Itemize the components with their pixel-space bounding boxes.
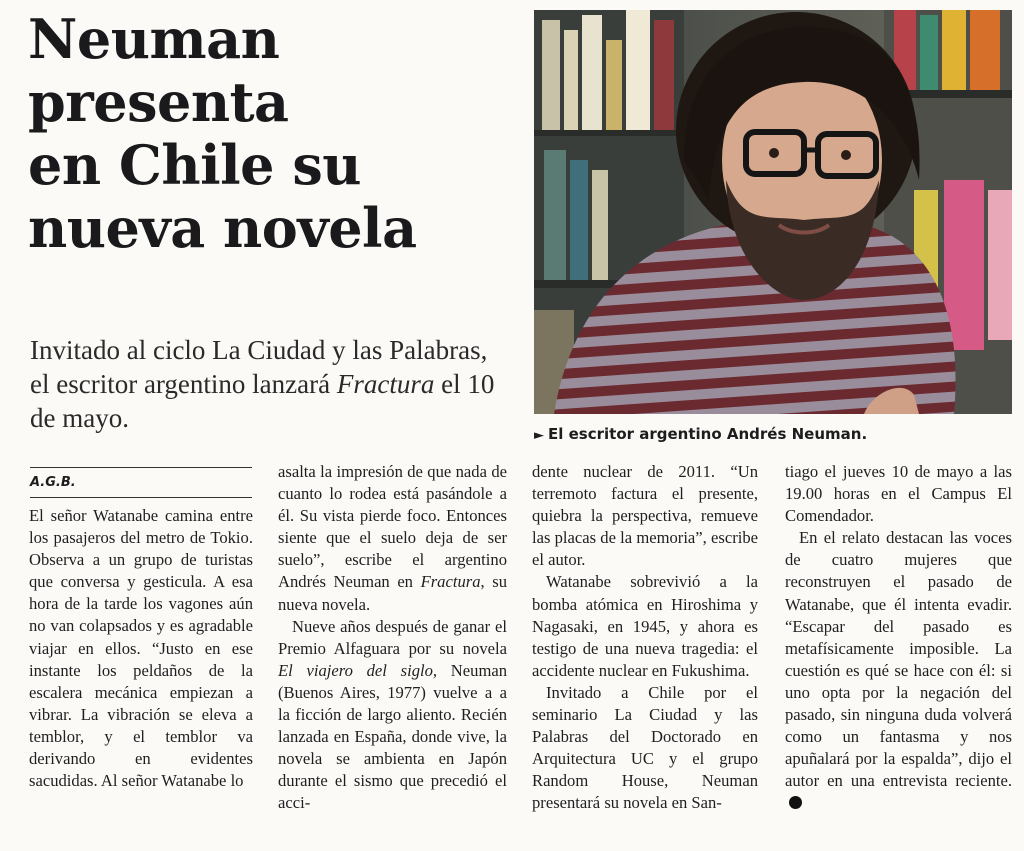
- paragraph: El señor Watanabe camina entre los pasajeros del metro de Tokio. Observa a un grupo de turistas que conversa y gesticula. A esa hora de la tarde los vagones aún no van colapsados y es agradable viajar en ellos. “Justo en ese instante los peldaños de la escalera mecánica empiezan a vibrar. La vibración se eleva a temblor, y el temblor va derivando en evidentes sacudidas. Al señor Watanabe lo: [29, 506, 253, 791]
- subhead-text-end: el 10 de mayo.: [30, 369, 495, 433]
- author-photo: [534, 10, 1012, 414]
- caption-marker-icon: ►: [534, 428, 544, 443]
- book-title: Fractura: [420, 572, 481, 592]
- photo-caption: [534, 424, 1012, 446]
- paragraph-text: , su nueva novela.: [278, 572, 507, 614]
- end-mark-icon: [789, 796, 802, 809]
- body-column-2: [278, 461, 507, 815]
- paragraph: Watanabe sobrevivió a la bomba atómica en Hiroshima y Nagasaki, en 1945, y ahora es testigo de una nueva tragedia: el accidente nuclear en Fukushima.: [532, 572, 758, 680]
- headline-line: presenta: [28, 70, 289, 134]
- headline-line: en Chile su: [28, 133, 362, 197]
- caption-text: El escritor argentino Andrés Neuman.: [548, 425, 868, 443]
- paragraph: dente nuclear de 2011. “Un terremoto factura el presente, quiebra la perspectiva, remueve las placas de la memoria”, escribe el autor.: [532, 462, 758, 570]
- headline: [28, 8, 508, 260]
- headline-line: nueva novela: [28, 196, 417, 260]
- paragraph: [278, 461, 507, 616]
- paragraph: [278, 616, 507, 815]
- byline-rule-top: [30, 467, 252, 468]
- paragraph: Invitado a Chile por el seminario La Ciudad y las Palabras del Doctorado en Arquitectura UC y el grupo Random House, Neuman presentará su novela en San-: [532, 682, 758, 813]
- author-portrait-icon: [534, 10, 1012, 414]
- book-title: El viajero del siglo: [278, 660, 433, 680]
- paragraph-text: Nueve años después de ganar el Premio Alfaguara por su novela: [278, 616, 507, 658]
- paragraph-text: asalta la impresión de que nada de cuanto lo rodea está pasándole a él. Su vista pierde foco. Entonces siente que el suelo deja de ser suelo”, escribe el argentino Andrés Neuman en: [278, 462, 507, 592]
- paragraph: [785, 527, 1012, 814]
- paragraph: tiago el jueves 10 de mayo a las 19.00 horas en el Campus El Comendador.: [785, 462, 1012, 526]
- subhead-text: Invitado al ciclo La Ciudad y las Palabras, el escritor argentino lanzará: [30, 335, 488, 399]
- body-column-1: [29, 505, 253, 792]
- paragraph-text: , Neuman (Buenos Aires, 1977) vuelve a a la ficción de largo aliento. Recién lanzada en España, donde vive, la novela se ambienta en Japón durante el sismo que precedió el acci-: [278, 660, 508, 813]
- body-column-4: [785, 461, 1012, 815]
- byline-rule-bottom: [30, 497, 252, 498]
- paragraph-text: En el relato destacan las voces de cuatro mujeres que reconstruyen el pasado de Watanabe, que él intenta evadir. “Escapar del pasado es metafísicamente imposible. La cuestión es qué se hace con él: si uno opta por la negación del pasado, sin ninguna duda volverá como un fantasma y nos apuñalará por la espalda”, dijo el autor en una entrevista reciente.: [785, 528, 1012, 791]
- body-column-3: [532, 461, 758, 815]
- book-title: Fractura: [336, 369, 435, 399]
- subheadline: [30, 333, 510, 435]
- headline-line: Neuman: [28, 7, 280, 71]
- byline: A.G.B.: [30, 475, 76, 490]
